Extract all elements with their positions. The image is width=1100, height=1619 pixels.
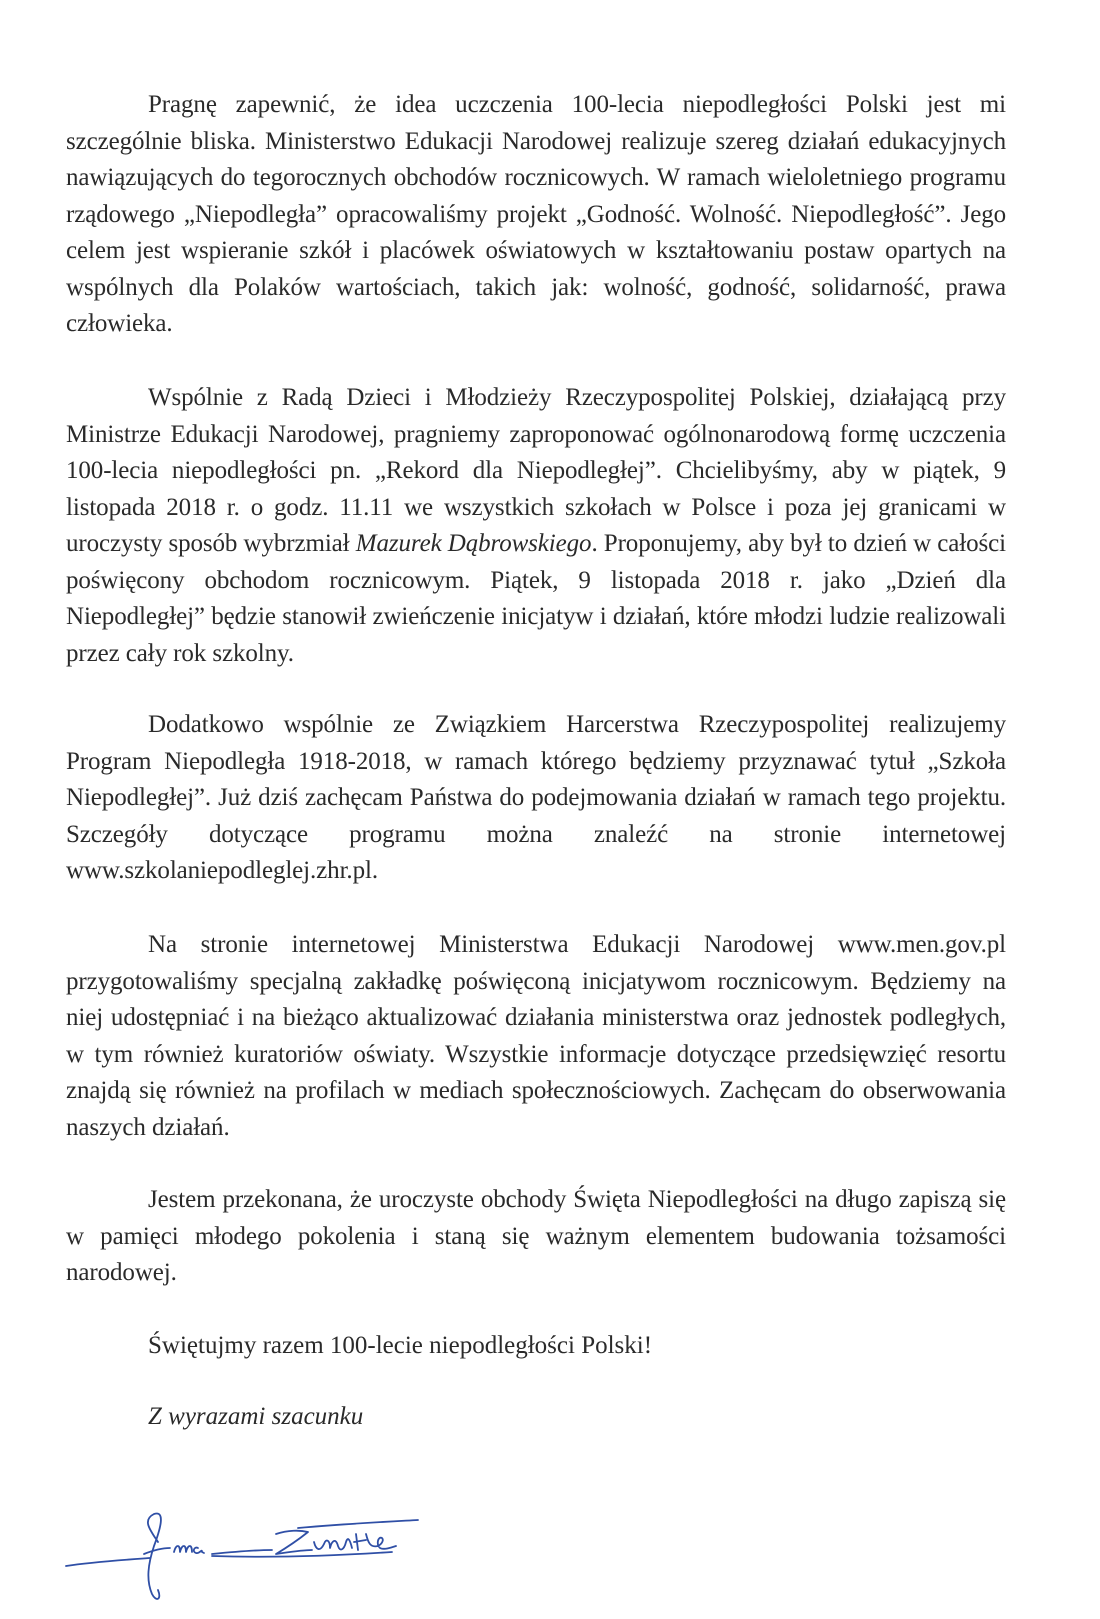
paragraph-text-continued: . Proponujemy, aby był to dzień w całości poświęcony obchodom rocznicowym. Piątek, 9 listopada 2018 r. jako „Dzień dla Niepodległej” będzie stanowił zwieńczenie inicjatyw i działań, które młodzi ludzie realizowali przez cały rok szkolny. [66, 530, 1006, 667]
paragraph-text: Wspólnie z Radą Dzieci i Młodzieży Rzeczypospolitej Polskiej, działającą przy Ministrze Edukacji Narodowej, pragniemy zaproponować ogólnonarodową formę uczczenia 100-lecia niepodległości pn. „Rekord dla Niepodległej”. Chcielibyśmy, aby w piątek, 9 listopada 2018 r. o godz. 11.11 we wszystkich szkołach w Polsce i poza jej granicami w uroczysty sposób wybrzmiał [66, 384, 1006, 557]
paragraph-intro [66, 87, 1006, 343]
paragraph-text: Dodatkowo wspólnie ze Związkiem Harcerstwa Rzeczypospolitej realizujemy Program Niepodległa 1918-2018, w ramach którego będziemy przyznawać tytuł „Szkoła Niepodległej”. Już dziś zachęcam Państwa do podejmowania działań w ramach tego projektu. Szczegóły dotyczące programu można znaleźć na stronie internetowej www.szkolaniepodleglej.zhr.pl. [66, 711, 1006, 884]
paragraph-zhr-program [66, 707, 1006, 890]
handwritten-signature [62, 1490, 442, 1610]
paragraph-conviction [66, 1182, 1006, 1292]
paragraph-text: Jestem przekonana, że uroczyste obchody Święta Niepodległości na długo zapiszą się w pamięci młodego pokolenia i staną się ważnym elementem budowania tożsamości narodowej. [66, 1186, 1006, 1286]
paragraph-men-website [66, 927, 1006, 1146]
closing-salutation: Z wyrazami szacunku [148, 1403, 364, 1430]
paragraph-text: Na stronie internetowej Ministerstwa Edukacji Narodowej www.men.gov.pl przygotowaliśmy specjalną zakładkę poświęconą inicjatywom rocznicowym. Będziemy na niej udostępniać i na bieżąco aktualizować działania ministerstwa oraz jednostek podległych, w tym również kuratoriów oświaty. Wszystkie informacje dotyczące przedsięwzięć resortu znajdą się również na profilach w mediach społecznościowych. Zachęcam do obserwowania naszych działań. [66, 931, 1006, 1141]
anthem-title: Mazurek Dąbrowskiego [355, 530, 592, 557]
paragraph-record-for-independence [66, 380, 1006, 672]
paragraph-text: Pragnę zapewnić, że idea uczczenia 100-lecia niepodległości Polski jest mi szczególnie bliska. Ministerstwo Edukacji Narodowej realizuje szereg działań edukacyjnych nawiązujących do tegorocznych obchodów rocznicowych. W ramach wieloletniego programu rządowego „Niepodległa” opracowaliśmy projekt „Godność. Wolność. Niepodległość”. Jego celem jest wspieranie szkół i placówek oświatowych w kształtowaniu postaw opartych na wspólnych dla Polaków wartościach, takich jak: wolność, godność, solidarność, prawa człowieka. [66, 91, 1006, 337]
exclamation-line: Świętujmy razem 100-lecie niepodległości Polski! [148, 1332, 653, 1359]
